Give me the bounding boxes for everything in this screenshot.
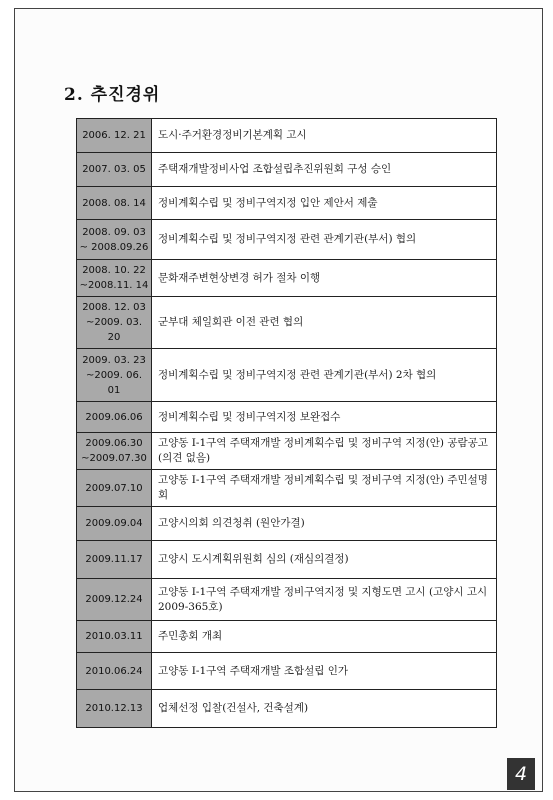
- description-cell: 도시·주거환경정비기본계획 고시: [152, 119, 497, 153]
- date-cell: 2009.12.24: [77, 579, 152, 621]
- date-cell: 2006. 12. 21: [77, 119, 152, 153]
- table-row: [77, 402, 497, 433]
- description-cell: 고양동 Ⅰ-1구역 주택재개발 정비계획수립 및 정비구역 지정(안) 주민설명회: [152, 470, 497, 507]
- date-cell: 2009.06.06: [77, 402, 152, 433]
- table-row: [77, 690, 497, 728]
- date-cell: 2008. 12. 03 ~2009. 03. 20: [77, 297, 152, 349]
- description-cell: 주택재개발정비사업 조합설립추진위원회 구성 승인: [152, 153, 497, 187]
- description-cell: 정비계획수립 및 정비구역지정 관련 관계기관(부서) 협의: [152, 220, 497, 260]
- table-row: [77, 541, 497, 579]
- date-cell: 2008. 08. 14: [77, 187, 152, 220]
- description-cell: 주민총회 개최: [152, 621, 497, 653]
- page-number: 4: [507, 758, 535, 790]
- description-cell: 정비계획수립 및 정비구역지정 관련 관계기관(부서) 2차 협의: [152, 349, 497, 402]
- table-row: [77, 119, 497, 153]
- table-row: [77, 187, 497, 220]
- table-row: [77, 349, 497, 402]
- date-cell: 2008. 09. 03 ~ 2008.09.26: [77, 220, 152, 260]
- description-cell: 정비계획수립 및 정비구역지정 보완접수: [152, 402, 497, 433]
- timeline-table: [76, 118, 497, 728]
- section-heading: 2. 추진경위: [64, 85, 161, 105]
- description-cell: 고양동 Ⅰ-1구역 주택재개발 정비계획수립 및 정비구역 지정(안) 공람공고 (의견 없음): [152, 433, 497, 470]
- description-cell: 문화재주변현상변경 허가 절차 이행: [152, 260, 497, 297]
- date-cell: 2009.11.17: [77, 541, 152, 579]
- date-cell: 2009.09.04: [77, 507, 152, 541]
- table-row: [77, 621, 497, 653]
- table-row: [77, 220, 497, 260]
- date-cell: 2009.07.10: [77, 470, 152, 507]
- date-cell: 2009.06.30 ~2009.07.30: [77, 433, 152, 470]
- table-row: [77, 579, 497, 621]
- table-row: [77, 433, 497, 470]
- description-cell: 고양동 Ⅰ-1구역 주택재개발 조합설립 인가: [152, 653, 497, 690]
- date-cell: 2007. 03. 05: [77, 153, 152, 187]
- description-cell: 고양동 Ⅰ-1구역 주택재개발 정비구역지정 및 지형도면 고시 (고양시 고시 2009-365호): [152, 579, 497, 621]
- date-cell: 2008. 10. 22 ~2008.11. 14: [77, 260, 152, 297]
- description-cell: 업체선정 입찰(건설사, 건축설계): [152, 690, 497, 728]
- table-row: [77, 470, 497, 507]
- table-row: [77, 653, 497, 690]
- table-row: [77, 507, 497, 541]
- table-row: [77, 260, 497, 297]
- description-cell: 정비계획수립 및 정비구역지정 입안 제안서 제출: [152, 187, 497, 220]
- description-cell: 고양시 도시계획위원회 심의 (재심의결정): [152, 541, 497, 579]
- description-cell: 고양시의회 의견청취 (원안가결): [152, 507, 497, 541]
- description-cell: 군부대 체일회관 이전 관련 협의: [152, 297, 497, 349]
- date-cell: 2010.03.11: [77, 621, 152, 653]
- date-cell: 2010.12.13: [77, 690, 152, 728]
- date-cell: 2010.06.24: [77, 653, 152, 690]
- date-cell: 2009. 03. 23 ~2009. 06. 01: [77, 349, 152, 402]
- table-row: [77, 153, 497, 187]
- table-row: [77, 297, 497, 349]
